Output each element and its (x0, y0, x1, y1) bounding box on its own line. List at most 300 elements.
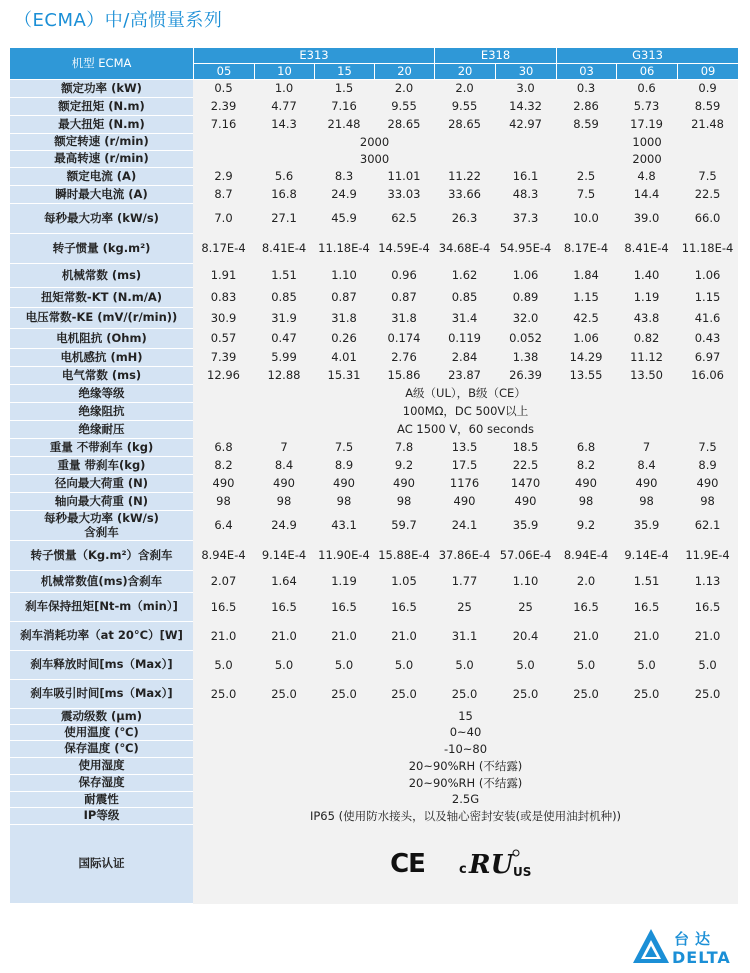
spec-value: 7.16 (193, 116, 254, 134)
spec-value: 7.16 (314, 98, 374, 116)
spec-value: 98 (616, 493, 677, 511)
spec-value: 25.0 (193, 680, 254, 709)
spec-value: 490 (254, 475, 314, 493)
spec-value: 24.9 (254, 511, 314, 541)
spec-value: 48.3 (495, 186, 556, 204)
spec-value: 2.86 (556, 98, 616, 116)
spec-value: 20~90%RH (不结露) (193, 758, 738, 775)
spec-value: 5.0 (677, 651, 738, 680)
spec-value: 1.51 (616, 571, 677, 593)
spec-value: 8.41E-4 (616, 234, 677, 264)
logo-cn-text: 台达 (674, 930, 717, 948)
cul-us-mark (459, 846, 541, 883)
spec-value: 14.32 (495, 98, 556, 116)
spec-value: 16.8 (254, 186, 314, 204)
spec-value: 8.41E-4 (254, 234, 314, 264)
spec-value: 8.7 (193, 186, 254, 204)
spec-label: 瞬时最大电流 (A) (10, 186, 193, 204)
spec-value: 7 (616, 439, 677, 457)
spec-value: 16.1 (495, 168, 556, 186)
spec-row (10, 775, 738, 792)
delta-logo (632, 928, 742, 968)
spec-row (10, 403, 738, 421)
spec-label: 绝缘阻抗 (10, 403, 193, 421)
spec-value: 8.17E-4 (556, 234, 616, 264)
spec-value: 490 (193, 475, 254, 493)
spec-row (10, 792, 738, 808)
spec-value: 66.0 (677, 204, 738, 234)
model-code: 20 (434, 64, 495, 80)
spec-value: 41.6 (677, 308, 738, 329)
spec-label: 每秒最大功率 (kW/s) 含刹车 (10, 511, 193, 541)
spec-value: 42.5 (556, 308, 616, 329)
spec-row (10, 234, 738, 264)
spec-value: 37.3 (495, 204, 556, 234)
model-code: 09 (677, 64, 738, 80)
spec-value: 4.8 (616, 168, 677, 186)
spec-value: 8.4 (254, 457, 314, 475)
spec-value: 8.2 (556, 457, 616, 475)
spec-value: 25.0 (314, 680, 374, 709)
spec-value: 8.59 (556, 116, 616, 134)
spec-value: 62.5 (374, 204, 434, 234)
spec-label: 耐震性 (10, 792, 193, 808)
spec-row (10, 457, 738, 475)
spec-row (10, 288, 738, 308)
spec-value: 0.5 (193, 80, 254, 98)
spec-value: 16.5 (193, 593, 254, 622)
spec-value: 8.4 (616, 457, 677, 475)
spec-value: 34.68E-4 (434, 234, 495, 264)
spec-value: 8.3 (314, 168, 374, 186)
spec-value: 1.19 (616, 288, 677, 308)
spec-label: 每秒最大功率 (kW/s) (10, 204, 193, 234)
spec-value: 11.9E-4 (677, 541, 738, 571)
group-e313: E313 (193, 48, 434, 64)
spec-value: 1470 (495, 475, 556, 493)
spec-value: 21.0 (254, 622, 314, 651)
spec-label: 扭矩常数-KT (N.m/A) (10, 288, 193, 308)
spec-value: 25.0 (254, 680, 314, 709)
spec-value: 16.5 (616, 593, 677, 622)
spec-value: 1.77 (434, 571, 495, 593)
spec-value: 1.06 (556, 329, 616, 349)
spec-label: 刹车保持扭矩[Nt-m（min）] (10, 593, 193, 622)
spec-value: 11.90E-4 (314, 541, 374, 571)
spec-value: 7 (254, 439, 314, 457)
spec-value: 0.43 (677, 329, 738, 349)
spec-value: AC 1500 V，60 seconds (193, 421, 738, 439)
spec-value: 2000 (556, 151, 738, 168)
spec-value: 13.50 (616, 367, 677, 385)
spec-value: 4.77 (254, 98, 314, 116)
spec-label: 使用湿度 (10, 758, 193, 775)
spec-value: 24.9 (314, 186, 374, 204)
spec-value: 0.85 (434, 288, 495, 308)
spec-row (10, 421, 738, 439)
spec-value: 11.22 (434, 168, 495, 186)
spec-value: 7.0 (193, 204, 254, 234)
spec-label: 径向最大荷重 (N) (10, 475, 193, 493)
spec-value: 1.05 (374, 571, 434, 593)
spec-value: 37.86E-4 (434, 541, 495, 571)
spec-value: 1.13 (677, 571, 738, 593)
spec-value: -10~80 (193, 741, 738, 758)
spec-value: 5.99 (254, 349, 314, 367)
spec-row (10, 680, 738, 709)
spec-value: 11.12 (616, 349, 677, 367)
spec-value: 35.9 (616, 511, 677, 541)
spec-value: 2000 (193, 134, 556, 151)
spec-value: 31.9 (254, 308, 314, 329)
spec-value: 16.06 (677, 367, 738, 385)
spec-row (10, 367, 738, 385)
spec-value: 18.5 (495, 439, 556, 457)
spec-value: 7.5 (314, 439, 374, 457)
spec-row (10, 741, 738, 758)
spec-value: 21.0 (314, 622, 374, 651)
spec-value: 14.3 (254, 116, 314, 134)
spec-row (10, 308, 738, 329)
spec-value: 57.06E-4 (495, 541, 556, 571)
spec-value: 43.8 (616, 308, 677, 329)
spec-label: 转子惯量（Kg.m²）含刹车 (10, 541, 193, 571)
spec-value: 1.10 (495, 571, 556, 593)
spec-value: 31.8 (314, 308, 374, 329)
spec-value: 30.9 (193, 308, 254, 329)
spec-table (10, 48, 738, 904)
spec-value: 490 (495, 493, 556, 511)
spec-value: 6.4 (193, 511, 254, 541)
spec-value: 490 (374, 475, 434, 493)
spec-value: 0.47 (254, 329, 314, 349)
delta-triangle-icon (632, 928, 670, 964)
spec-row (10, 98, 738, 116)
spec-value: 2.84 (434, 349, 495, 367)
spec-value: 0.052 (495, 329, 556, 349)
spec-row (10, 204, 738, 234)
spec-label: 电压常数-KE (mV/(r/min)) (10, 308, 193, 329)
spec-value: 22.5 (495, 457, 556, 475)
spec-value: 45.9 (314, 204, 374, 234)
group-g313: G313 (556, 48, 738, 64)
spec-row (10, 622, 738, 651)
spec-value: 1176 (434, 475, 495, 493)
spec-value: 20~90%RH (不结露) (193, 775, 738, 792)
spec-label: 机械常数值(ms)含刹车 (10, 571, 193, 593)
spec-value: 5.0 (254, 651, 314, 680)
spec-value: 15.86 (374, 367, 434, 385)
spec-value: 1.40 (616, 264, 677, 288)
spec-value: 5.0 (434, 651, 495, 680)
spec-value: 5.0 (374, 651, 434, 680)
spec-value: 27.1 (254, 204, 314, 234)
spec-value: 14.4 (616, 186, 677, 204)
spec-value: 11.18E-4 (314, 234, 374, 264)
model-code: 20 (374, 64, 434, 80)
spec-value: 31.8 (374, 308, 434, 329)
spec-value: 1.15 (677, 288, 738, 308)
spec-value: 39.0 (616, 204, 677, 234)
model-code: 06 (616, 64, 677, 80)
spec-row (10, 151, 738, 168)
spec-value: 25.0 (374, 680, 434, 709)
spec-value: 0.119 (434, 329, 495, 349)
spec-value: 7.5 (677, 168, 738, 186)
spec-label: 重量 不带刹车 (kg) (10, 439, 193, 457)
spec-label: IP等级 (10, 808, 193, 825)
spec-row (10, 541, 738, 571)
spec-value: 6.8 (556, 439, 616, 457)
spec-value: 6.8 (193, 439, 254, 457)
spec-value: 2.76 (374, 349, 434, 367)
spec-value: 1.19 (314, 571, 374, 593)
spec-value: 16.5 (374, 593, 434, 622)
spec-value: 16.5 (556, 593, 616, 622)
spec-value: 11.01 (374, 168, 434, 186)
spec-row (10, 493, 738, 511)
spec-row (10, 725, 738, 741)
spec-value: 6.97 (677, 349, 738, 367)
spec-row (10, 593, 738, 622)
spec-value: 5.0 (193, 651, 254, 680)
spec-label: 保存温度 (℃) (10, 741, 193, 758)
spec-value: 21.0 (374, 622, 434, 651)
spec-value: 7.8 (374, 439, 434, 457)
spec-value: 9.55 (434, 98, 495, 116)
spec-value: 16.5 (314, 593, 374, 622)
spec-value: 1.10 (314, 264, 374, 288)
spec-value: 21.0 (616, 622, 677, 651)
spec-label: 电气常数 (ms) (10, 367, 193, 385)
spec-value: 21.48 (677, 116, 738, 134)
spec-value: 25.0 (495, 680, 556, 709)
spec-value: 0.83 (193, 288, 254, 308)
spec-row (10, 758, 738, 775)
spec-value: 12.88 (254, 367, 314, 385)
spec-value: 21.0 (677, 622, 738, 651)
spec-value: 22.5 (677, 186, 738, 204)
spec-value: 98 (193, 493, 254, 511)
spec-value: 8.9 (677, 457, 738, 475)
spec-value: 8.59 (677, 98, 738, 116)
spec-value: 43.1 (314, 511, 374, 541)
spec-value: 8.17E-4 (193, 234, 254, 264)
spec-row (10, 709, 738, 725)
model-code: 05 (193, 64, 254, 80)
spec-row (10, 168, 738, 186)
spec-value: 1.84 (556, 264, 616, 288)
spec-label: 轴向最大荷重 (N) (10, 493, 193, 511)
spec-value: 4.01 (314, 349, 374, 367)
spec-value: 7.5 (556, 186, 616, 204)
model-code: 10 (254, 64, 314, 80)
spec-value: 5.0 (495, 651, 556, 680)
spec-value: 2.9 (193, 168, 254, 186)
spec-row (10, 329, 738, 349)
spec-value: 2.5G (193, 792, 738, 808)
spec-row (10, 349, 738, 367)
spec-value: 3000 (193, 151, 556, 168)
spec-value: 9.2 (556, 511, 616, 541)
spec-value: 31.1 (434, 622, 495, 651)
spec-value: 17.5 (434, 457, 495, 475)
spec-value: 0.89 (495, 288, 556, 308)
spec-value: 1.51 (254, 264, 314, 288)
spec-value: 16.5 (677, 593, 738, 622)
spec-value: 16.5 (254, 593, 314, 622)
spec-label: 电机阻抗 (Ohm) (10, 329, 193, 349)
spec-value: A级（UL），B级（CE） (193, 385, 738, 403)
spec-value: 490 (314, 475, 374, 493)
spec-value: 3.0 (495, 80, 556, 98)
spec-label: 转子惯量 (kg.m²) (10, 234, 193, 264)
spec-value: 11.18E-4 (677, 234, 738, 264)
spec-value: 35.9 (495, 511, 556, 541)
spec-label: 机械常数 (ms) (10, 264, 193, 288)
spec-value: 14.29 (556, 349, 616, 367)
spec-label: 额定转速 (r/min) (10, 134, 193, 151)
spec-row (10, 385, 738, 403)
spec-value: 33.66 (434, 186, 495, 204)
spec-value: 1.06 (495, 264, 556, 288)
spec-label: 最高转速 (r/min) (10, 151, 193, 168)
spec-value: 32.0 (495, 308, 556, 329)
spec-value: 31.4 (434, 308, 495, 329)
spec-value: 17.19 (616, 116, 677, 134)
model-code: 15 (314, 64, 374, 80)
spec-value: 12.96 (193, 367, 254, 385)
ul-logo-icon (459, 846, 541, 880)
spec-value: 25 (495, 593, 556, 622)
spec-value: 26.3 (434, 204, 495, 234)
spec-value: 5.0 (314, 651, 374, 680)
spec-value: 0.82 (616, 329, 677, 349)
spec-value: 0.6 (616, 80, 677, 98)
spec-value: 54.95E-4 (495, 234, 556, 264)
svg-text:US: US (512, 864, 532, 879)
spec-value: 21.0 (193, 622, 254, 651)
spec-row (10, 651, 738, 680)
spec-value: 9.55 (374, 98, 434, 116)
spec-value: 26.39 (495, 367, 556, 385)
spec-value: 2.07 (193, 571, 254, 593)
spec-value: 59.7 (374, 511, 434, 541)
spec-value: 21.48 (314, 116, 374, 134)
spec-label: 最大扭矩 (N.m) (10, 116, 193, 134)
spec-value: 0.3 (556, 80, 616, 98)
spec-label: 额定扭矩 (N.m) (10, 98, 193, 116)
spec-value: 15.88E-4 (374, 541, 434, 571)
spec-value: 0.96 (374, 264, 434, 288)
spec-row (10, 439, 738, 457)
spec-value: 98 (374, 493, 434, 511)
spec-row (10, 475, 738, 493)
spec-label: 额定电流 (A) (10, 168, 193, 186)
spec-value: 1.0 (254, 80, 314, 98)
spec-value: 1.62 (434, 264, 495, 288)
spec-value: 98 (254, 493, 314, 511)
spec-label: 额定功率 (kW) (10, 80, 193, 98)
spec-value: 24.1 (434, 511, 495, 541)
spec-value: 25 (434, 593, 495, 622)
spec-value: 1.64 (254, 571, 314, 593)
spec-label: 刹车吸引时间[ms（Max）] (10, 680, 193, 709)
spec-label: 绝缘等级 (10, 385, 193, 403)
model-code: 30 (495, 64, 556, 80)
spec-value: 98 (314, 493, 374, 511)
spec-value: 5.6 (254, 168, 314, 186)
spec-value: 0.57 (193, 329, 254, 349)
spec-row (10, 116, 738, 134)
spec-value: 8.94E-4 (193, 541, 254, 571)
spec-value: 0.26 (314, 329, 374, 349)
spec-value: 2.0 (374, 80, 434, 98)
spec-label: 保存湿度 (10, 775, 193, 792)
spec-label: 震动级数 (μm) (10, 709, 193, 725)
spec-row (10, 511, 738, 541)
spec-value: 490 (616, 475, 677, 493)
page-title: （ECMA）中/高惯量系列 (14, 10, 223, 31)
spec-value: 2.5 (556, 168, 616, 186)
spec-value: 25.0 (616, 680, 677, 709)
spec-value: 5.0 (556, 651, 616, 680)
spec-value: 98 (556, 493, 616, 511)
spec-value: 5.73 (616, 98, 677, 116)
spec-label: 使用温度 (℃) (10, 725, 193, 741)
ce-mark: CE (390, 848, 425, 879)
spec-value: 10.0 (556, 204, 616, 234)
spec-value: 0.87 (314, 288, 374, 308)
spec-value: 1.91 (193, 264, 254, 288)
spec-value: 490 (434, 493, 495, 511)
spec-value: 25.0 (434, 680, 495, 709)
spec-value: 9.14E-4 (616, 541, 677, 571)
spec-value: 2.0 (434, 80, 495, 98)
spec-value: 13.55 (556, 367, 616, 385)
spec-label: 国际认证 (10, 825, 193, 904)
svg-text:RU: RU (468, 849, 514, 880)
spec-value: 62.1 (677, 511, 738, 541)
spec-value: 5.0 (616, 651, 677, 680)
spec-value: 8.94E-4 (556, 541, 616, 571)
logo-en-text: DELTA (672, 948, 731, 967)
spec-value: 0.85 (254, 288, 314, 308)
spec-value: 42.97 (495, 116, 556, 134)
spec-value: 490 (556, 475, 616, 493)
spec-value: 23.87 (434, 367, 495, 385)
spec-label: 刹车消耗功率（at 20°C）[W] (10, 622, 193, 651)
spec-value: 0.87 (374, 288, 434, 308)
cert-row (10, 825, 738, 904)
spec-value: 1.06 (677, 264, 738, 288)
spec-value: 490 (677, 475, 738, 493)
spec-value: 7.5 (677, 439, 738, 457)
spec-value: 0~40 (193, 725, 738, 741)
spec-value: 25.0 (556, 680, 616, 709)
spec-value: IP65 (使用防水接头，以及轴心密封安装(或是使用油封机种)) (193, 808, 738, 825)
spec-value: 15.31 (314, 367, 374, 385)
spec-label: 重量 带刹车(kg) (10, 457, 193, 475)
spec-row (10, 264, 738, 288)
spec-value: 1.15 (556, 288, 616, 308)
spec-value: 21.0 (556, 622, 616, 651)
spec-label: 刹车释放时间[ms（Max）] (10, 651, 193, 680)
spec-row (10, 808, 738, 825)
spec-value: 8.9 (314, 457, 374, 475)
spec-value: 20.4 (495, 622, 556, 651)
model-code: 03 (556, 64, 616, 80)
